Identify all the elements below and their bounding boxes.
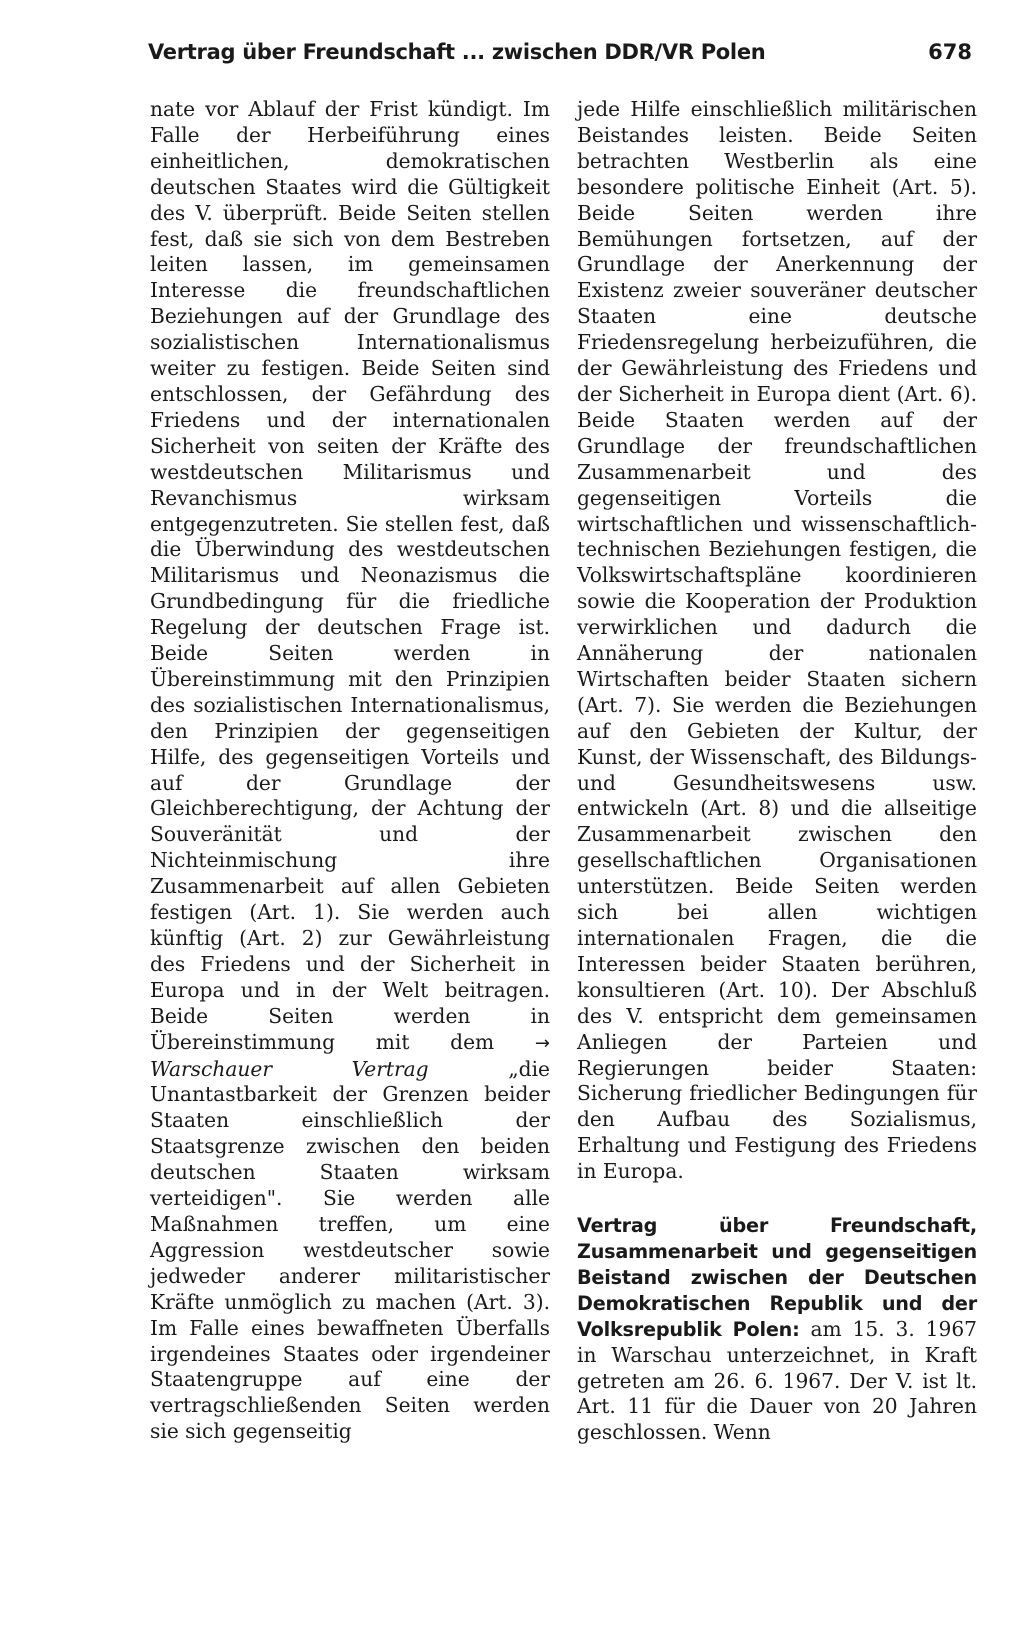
running-title: Vertrag über Freundschaft ... zwischen DDR/VR Polen xyxy=(148,40,766,64)
page-number: 678 xyxy=(928,40,972,64)
dictionary-entry xyxy=(577,1213,977,1446)
left-text-part2: „die Unantastbarkeit der Grenzen beider Staaten einschließlich der Staatsgrenze zwischen den beiden deutschen Staaten wirksam verteidigen". Sie werden alle Maßnahmen treffen, um eine Aggression westdeutscher sowie jedweder anderer militaristischer Kräfte unmöglich zu machen (Art. 3). Im Falle eines bewaffneten Überfalls irgendeines Staates oder irgendeiner Staatengruppe auf eine der vertragschließenden Seiten werden sie sich gegenseitig xyxy=(150,1056,550,1444)
cross-reference-link[interactable]: Warschauer Vertrag xyxy=(150,1056,429,1081)
left-column xyxy=(150,97,550,1445)
left-paragraph xyxy=(150,97,550,1445)
left-text-part1: nate vor Ablauf der Frist kündigt. Im Falle der Herbeiführung eines einheitlichen, demokratischen deutschen Staates wird die Gültigkeit des V. überprüft. Beide Seiten stellen fest, daß sie sich von dem Bestreben leiten lassen, im gemeinsamen Interesse die freundschaftlichen Beziehungen auf der Grundlage des sozialistischen Internationalismus weiter zu festigen. Beide Seiten sind entschlossen, der Gefährdung des Friedens und der internationalen Sicherheit von seiten der Kräfte des westdeutschen Militarismus und Revanchismus wirksam entgegenzutreten. Sie stellen fest, daß die Überwindung des westdeutschen Militarismus und Neonazismus die Grundbedingung für die friedliche Regelung der deutschen Frage ist. Beide Seiten werden in Übereinstimmung mit den Prinzipien des sozialistischen Internationalismus, den Prinzipien der gegenseitigen Hilfe, des gegenseitigen Vorteils und auf der Grundlage der Gleichberechtigung, der Achtung der Souveränität und der Nichteinmischung ihre Zusammenarbeit auf allen Gebieten festigen (Art. 1). Sie werden auch künftig (Art. 2) zur Gewährleistung des Friedens und der Sicherheit in Europa und in der Welt beitragen. Beide Seiten werden in Übereinstimmung mit dem xyxy=(150,97,550,1054)
right-paragraph: jede Hilfe einschließlich militärischen Beistandes leisten. Beide Seiten betrachten Westberlin als eine besondere politische Einheit (Art. 5). Beide Seiten werden ihre Bemühungen fortsetzen, auf der Grundlage der Anerkennung der Existenz zweier souveräner deutscher Staaten eine deutsche Friedensregelung herbeizuführen, die der Gewährleistung des Friedens und der Sicherheit in Europa dient (Art. 6). Beide Staaten werden auf der Grundlage der freundschaftlichen Zusammenarbeit und des gegenseitigen Vorteils die wirtschaftlichen und wissenschaftlich-technischen Beziehungen festigen, die Volkswirtschaftspläne koordinieren sowie die Kooperation der Produktion verwirklichen und dadurch die Annäherung der nationalen Wirtschaften beider Staaten sichern (Art. 7). Sie werden die Beziehungen auf den Gebieten der Kultur, der Kunst, der Wissenschaft, des Bildungs- und Gesundheitswesens usw. entwickeln (Art. 8) und die allseitige Zusammenarbeit zwischen den gesellschaftlichen Organisationen unterstützen. Beide Seiten werden sich bei allen wichtigen internationalen Fragen, die die Interessen beider Staaten berühren, konsultieren (Art. 10). Der Abschluß des V. entspricht dem gemeinsamen Anliegen der Parteien und Regierungen beider Staaten: Sicherung friedlicher Bedingungen für den Aufbau des Sozialismus, Erhaltung und Festigung des Friedens in Europa. xyxy=(577,97,977,1184)
arrow-icon: → xyxy=(534,1032,550,1054)
right-column xyxy=(577,97,977,1446)
entry-heading: Vertrag über Freundschaft, Zusammenarbeit und gegenseitigen Beistand zwischen der Deutschen Demokratischen Republik und der Volksrepublik Polen: xyxy=(577,1214,977,1341)
entry-text: am 15. 3. 1967 in Warschau unterzeichnet, in Kraft getreten am 26. 6. 1967. Der V. ist lt. Art. 11 für die Dauer von 20 Jahren geschlossen. Wenn xyxy=(577,1316,978,1445)
running-header xyxy=(148,40,972,80)
